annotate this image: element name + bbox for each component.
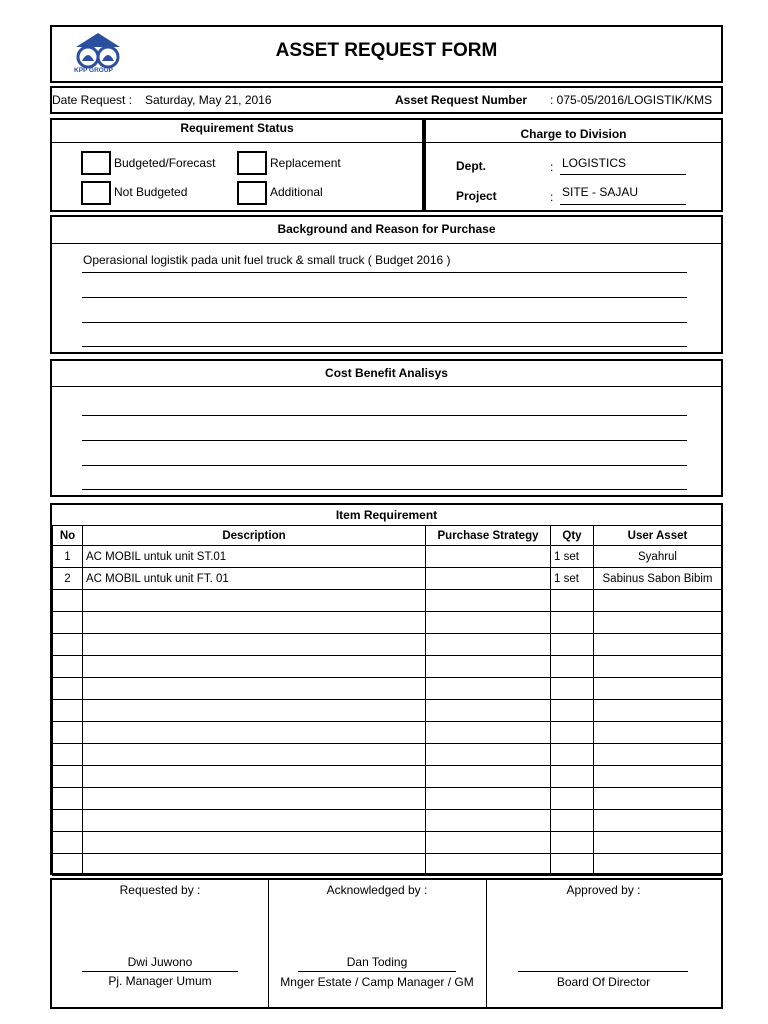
table-cell-no: [53, 832, 83, 854]
table-cell-strategy: [426, 568, 551, 590]
table-row: [53, 590, 722, 612]
acknowledged-by-name: Dan Toding: [346, 955, 408, 969]
table-cell-qty: [551, 590, 594, 612]
charge-heading: Charge to Division: [520, 127, 627, 141]
project-value: SITE - SAJAU: [562, 185, 639, 199]
acknowledged-by-title: Mnger Estate / Camp Manager / GM: [280, 975, 474, 989]
table-cell-description: [83, 590, 426, 612]
additional-label: Additional: [270, 185, 323, 199]
replacement-checkbox[interactable]: [237, 151, 267, 175]
date-request-label: Date Request :: [52, 93, 133, 107]
not-budgeted-checkbox[interactable]: [81, 181, 111, 205]
cost-benefit-section: [50, 359, 723, 497]
table-cell-user: [594, 744, 722, 766]
table-cell-qty: 1 set: [551, 546, 594, 568]
table-cell-user: [594, 788, 722, 810]
table-cell-qty: [551, 810, 594, 832]
table-row: [53, 700, 722, 722]
items-header-row: [53, 526, 722, 546]
table-cell-description: [83, 656, 426, 678]
table-row: [53, 656, 722, 678]
table-cell-strategy: [426, 612, 551, 634]
table-cell-strategy: [426, 590, 551, 612]
table-cell-user: Syahrul: [594, 546, 722, 568]
col-user-asset: User Asset: [594, 526, 722, 546]
acknowledged-by-label: Acknowledged by :: [326, 883, 428, 897]
asset-request-number-label: Asset Request Number: [395, 93, 528, 107]
table-cell-no: [53, 590, 83, 612]
item-requirement-heading: Item Requirement: [335, 508, 438, 522]
project-label: Project: [456, 189, 497, 203]
table-cell-no: [53, 854, 83, 876]
table-cell-no: [53, 678, 83, 700]
dept-colon: :: [550, 160, 554, 174]
table-row: [53, 854, 722, 876]
table-row: [53, 832, 722, 854]
form-title: ASSET REQUEST FORM: [275, 40, 498, 61]
col-no: No: [53, 526, 83, 546]
form-header: [50, 25, 723, 83]
table-cell-description: [83, 788, 426, 810]
table-cell-user: [594, 722, 722, 744]
budgeted-forecast-checkbox[interactable]: [81, 151, 111, 175]
table-cell-strategy: [426, 832, 551, 854]
requirement-status-section: [50, 118, 424, 212]
col-description: Description: [83, 526, 426, 546]
table-row: [53, 568, 722, 590]
table-cell-user: [594, 656, 722, 678]
table-cell-qty: [551, 854, 594, 876]
table-cell-description: [83, 832, 426, 854]
table-cell-no: [53, 722, 83, 744]
table-cell-description: [83, 700, 426, 722]
table-cell-user: [594, 700, 722, 722]
table-cell-user: [594, 810, 722, 832]
table-cell-description: AC MOBIL untuk unit FT. 01: [83, 568, 426, 590]
table-cell-strategy: [426, 656, 551, 678]
cost-benefit-heading: Cost Benefit Analisys: [325, 366, 448, 380]
item-requirement-section: [50, 503, 723, 875]
table-cell-user: [594, 634, 722, 656]
items-table: [52, 525, 722, 876]
table-row: [53, 810, 722, 832]
table-row: [53, 634, 722, 656]
requested-by-title: Pj. Manager Umum: [108, 974, 212, 988]
signature-section: [50, 878, 723, 1009]
table-cell-user: [594, 678, 722, 700]
table-cell-no: [53, 634, 83, 656]
additional-checkbox[interactable]: [237, 181, 267, 205]
table-cell-user: Sabinus Sabon Bibim: [594, 568, 722, 590]
table-cell-no: [53, 612, 83, 634]
table-cell-no: [53, 788, 83, 810]
table-cell-no: 2: [53, 568, 83, 590]
table-cell-user: [594, 854, 722, 876]
table-cell-strategy: [426, 678, 551, 700]
col-purchase-strategy: Purchase Strategy: [426, 526, 551, 546]
table-cell-user: [594, 832, 722, 854]
background-heading: Background and Reason for Purchase: [277, 222, 496, 236]
table-cell-qty: [551, 766, 594, 788]
requested-by-label: Requested by :: [119, 883, 201, 897]
table-cell-strategy: [426, 546, 551, 568]
table-cell-qty: 1 set: [551, 568, 594, 590]
table-cell-description: [83, 744, 426, 766]
table-cell-description: [83, 678, 426, 700]
table-cell-qty: [551, 634, 594, 656]
table-cell-strategy: [426, 700, 551, 722]
project-colon: :: [550, 190, 554, 204]
table-cell-qty: [551, 832, 594, 854]
table-cell-user: [594, 590, 722, 612]
table-cell-no: 1: [53, 546, 83, 568]
table-row: [53, 744, 722, 766]
date-request-value: Saturday, May 21, 2016: [145, 93, 272, 107]
table-cell-qty: [551, 744, 594, 766]
table-cell-description: [83, 810, 426, 832]
table-cell-strategy: [426, 854, 551, 876]
background-reason-section: [50, 215, 723, 354]
table-cell-strategy: [426, 744, 551, 766]
col-qty: Qty: [551, 526, 594, 546]
table-cell-strategy: [426, 766, 551, 788]
table-row: [53, 678, 722, 700]
table-cell-description: AC MOBIL untuk unit ST.01: [83, 546, 426, 568]
table-cell-no: [53, 766, 83, 788]
approved-by-label: Approved by :: [566, 883, 641, 897]
table-cell-no: [53, 656, 83, 678]
table-cell-strategy: [426, 810, 551, 832]
table-cell-description: [83, 722, 426, 744]
table-row: [53, 788, 722, 810]
table-cell-qty: [551, 788, 594, 810]
replacement-label: Replacement: [270, 156, 341, 170]
table-cell-no: [53, 744, 83, 766]
table-cell-qty: [551, 612, 594, 634]
table-cell-strategy: [426, 722, 551, 744]
table-row: [53, 546, 722, 568]
approved-by-title: Board Of Director: [556, 975, 651, 989]
date-row: [50, 86, 723, 114]
budgeted-forecast-label: Budgeted/Forecast: [114, 156, 216, 170]
charge-to-division-section: [424, 118, 723, 212]
background-text: Operasional logistik pada unit fuel truck & small truck ( Budget 2016 ): [83, 253, 451, 267]
table-cell-qty: [551, 700, 594, 722]
table-cell-description: [83, 854, 426, 876]
table-cell-strategy: [426, 634, 551, 656]
table-row: [53, 766, 722, 788]
dept-label: Dept.: [456, 159, 486, 173]
dept-value: LOGISTICS: [562, 156, 627, 170]
table-cell-no: [53, 810, 83, 832]
table-cell-user: [594, 612, 722, 634]
table-cell-qty: [551, 678, 594, 700]
table-cell-description: [83, 612, 426, 634]
table-cell-description: [83, 766, 426, 788]
table-cell-no: [53, 700, 83, 722]
table-cell-strategy: [426, 788, 551, 810]
requirement-status-heading: Requirement Status: [180, 121, 294, 135]
table-row: [53, 612, 722, 634]
not-budgeted-label: Not Budgeted: [114, 185, 188, 199]
table-cell-description: [83, 634, 426, 656]
logo-text: KPP GROUP: [74, 67, 113, 74]
table-cell-qty: [551, 656, 594, 678]
table-cell-qty: [551, 722, 594, 744]
table-cell-user: [594, 766, 722, 788]
asset-request-number-value: : 075-05/2016/LOGISTIK/KMS: [550, 93, 713, 107]
table-row: [53, 722, 722, 744]
requested-by-name: Dwi Juwono: [127, 955, 193, 969]
